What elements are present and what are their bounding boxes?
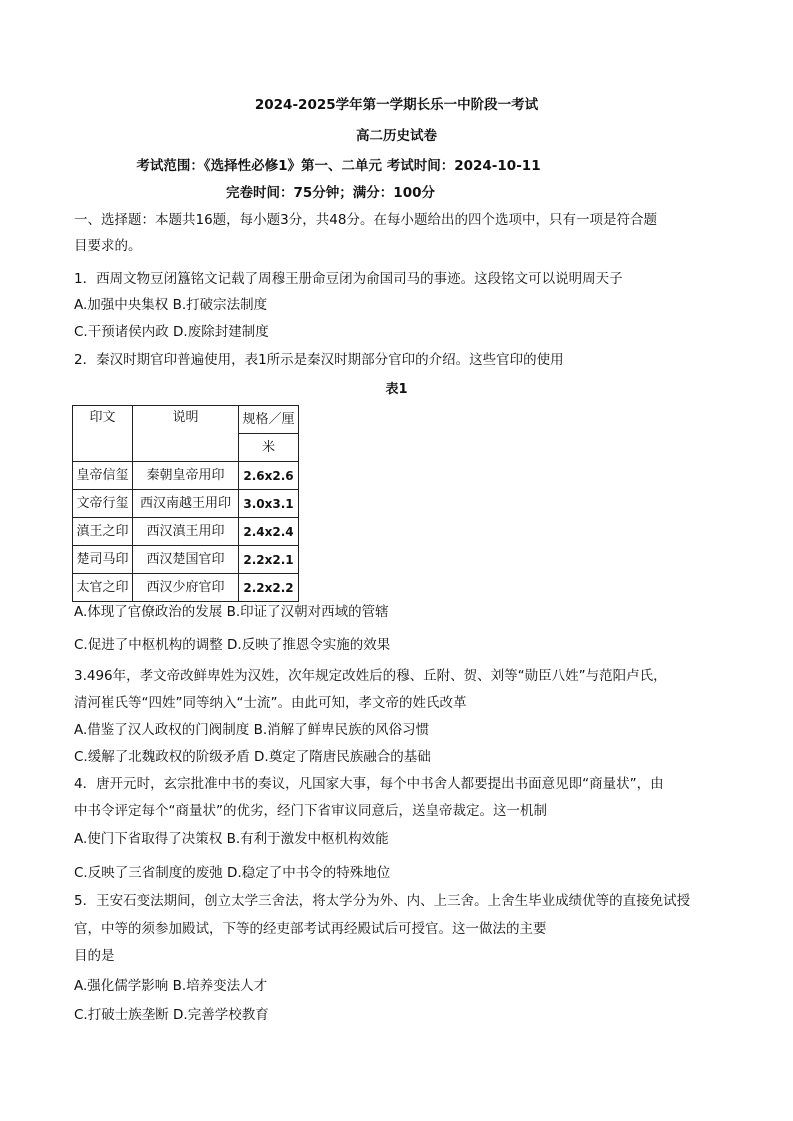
question-2-options-cd: C.促进了中枢机构的调整 D.反映了推恩令实施的效果	[74, 637, 391, 653]
exam-duration: 完卷时间：75分钟；满分：100分	[226, 185, 435, 201]
question-3-stem-line1: 3.496年，孝文帝改鲜卑姓为汉姓，次年规定改姓后的穆、丘附、贺、刘等“勋臣八姓”与范阳卢氏，	[74, 668, 667, 684]
table-row	[73, 574, 299, 602]
section-instruction-line1: 一、选择题：本题共16题，每小题3分，共48分。在每小题给出的四个选项中，只有一项是符合题	[74, 212, 657, 228]
table-cell: 3.0x3.1	[239, 490, 299, 518]
question-5-stem-line1: 5．王安石变法期间，创立太学三舍法，将太学分为外、内、上三舍。上舍生毕业成绩优等的直接免试授	[74, 893, 691, 909]
table-cell: 西汉楚国官印	[133, 546, 239, 574]
table-cell: 楚司马印	[73, 546, 133, 574]
table-header-cell: 米	[239, 434, 299, 462]
table-row	[73, 546, 299, 574]
table-header-cell: 说明	[133, 406, 239, 462]
seal-table	[72, 405, 299, 602]
question-5-stem-line2: 官，中等的须参加殿试，下等的经吏部考试再经殿试后可授官。这一做法的主要	[74, 921, 547, 937]
question-4-stem-line1: 4．唐开元时，玄宗批准中书的奏议，凡国家大事，每个中书舍人都要提出书面意见即“商量状”，由	[74, 776, 664, 792]
question-2-stem: 2．秦汉时期官印普遍使用，表1所示是秦汉时期部分官印的介绍。这些官印的使用	[74, 352, 564, 368]
exam-scope: 考试范围：《选择性必修1》第一、二单元 考试时间：2024-10-11	[136, 158, 541, 174]
table-row	[73, 490, 299, 518]
table-header-cell: 规格／厘	[239, 406, 299, 434]
table-caption: 表1	[385, 382, 408, 397]
exam-subject: 高二历史试卷	[356, 128, 437, 144]
table-row	[73, 518, 299, 546]
question-1-options-cd: C.干预诸侯内政 D.废除封建制度	[74, 324, 269, 340]
question-2-options-ab: A.体现了官僚政治的发展 B.印证了汉朝对西域的管辖	[74, 604, 389, 620]
table-cell: 秦朝皇帝用印	[133, 462, 239, 490]
question-5-options-cd: C.打破士族垄断 D.完善学校教育	[74, 1007, 269, 1023]
table-header-row	[73, 406, 299, 434]
question-1-options-ab: A.加强中央集权 B.打破宗法制度	[74, 297, 268, 313]
table-cell: 太官之印	[73, 574, 133, 602]
table-cell: 皇帝信玺	[73, 462, 133, 490]
question-3-options-cd: C.缓解了北魏政权的阶级矛盾 D.奠定了隋唐民族融合的基础	[74, 749, 431, 765]
question-3-stem-line2: 清河崔氏等“四姓”同等纳入“士流”。由此可知，孝文帝的姓氏改革	[74, 695, 467, 711]
question-4-options-ab: A.使门下省取得了决策权 B.有利于激发中枢机构效能	[74, 831, 389, 847]
table-cell: 西汉南越王用印	[133, 490, 239, 518]
table-cell: 西汉少府官印	[133, 574, 239, 602]
table-header-cell: 印文	[73, 406, 133, 462]
question-5-stem-line3: 目的是	[74, 948, 115, 964]
question-4-options-cd: C.反映了三省制度的废弛 D.稳定了中书令的特殊地位	[74, 865, 391, 881]
table-cell: 西汉滇王用印	[133, 518, 239, 546]
table-cell: 文帝行玺	[73, 490, 133, 518]
table-cell: 2.2x2.1	[239, 546, 299, 574]
table-row	[73, 462, 299, 490]
table-cell: 滇王之印	[73, 518, 133, 546]
table-cell: 2.6x2.6	[239, 462, 299, 490]
question-5-options-ab: A.强化儒学影响 B.培养变法人才	[74, 978, 268, 994]
table-cell: 2.4x2.4	[239, 518, 299, 546]
question-1-stem: 1．西周文物豆闭簋铭文记载了周穆王册命豆闭为俞国司马的事迹。这段铭文可以说明周天子	[74, 271, 623, 287]
table-cell: 2.2x2.2	[239, 574, 299, 602]
question-4-stem-line2: 中书令评定每个“商量状”的优劣，经门下省审议同意后，送皇帝裁定。这一机制	[74, 803, 547, 819]
exam-title: 2024-2025学年第一学期长乐一中阶段一考试	[254, 97, 539, 113]
section-instruction-line2: 目要求的。	[74, 238, 142, 254]
question-3-options-ab: A.借鉴了汉人政权的门阀制度 B.消解了鲜卑民族的风俗习惯	[74, 722, 430, 738]
